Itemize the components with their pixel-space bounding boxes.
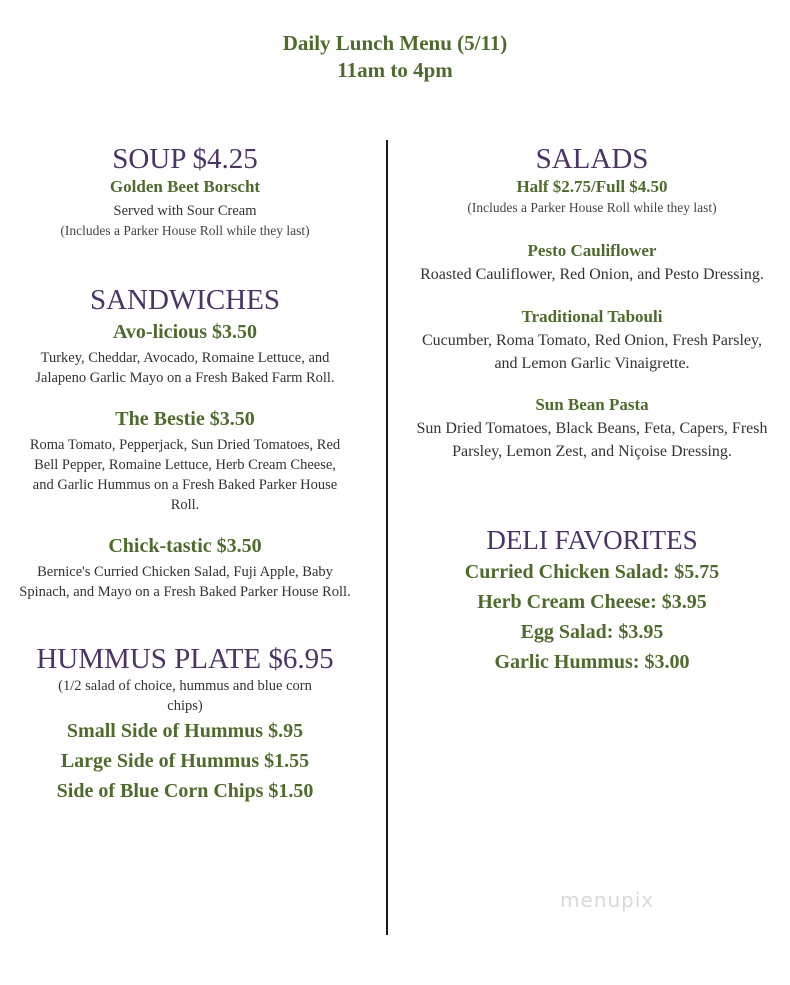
soup-desc: Served with Sour Cream (113, 203, 257, 219)
column-divider (386, 140, 388, 935)
item-name: Sun Bean Pasta (535, 395, 649, 414)
soup-section (0, 142, 370, 240)
side-item: Side of Blue Corn Chips $1.50 (56, 780, 314, 802)
item-desc: Cucumber, Roma Tomato, Red Onion, Fresh Parsley, and Lemon Garlic Vinaigrette. (422, 332, 762, 372)
deli-item: Egg Salad: $3.95 (520, 621, 664, 643)
deli-title: DELI FAVORITES (486, 525, 698, 555)
left-column (0, 142, 370, 806)
menu-item (402, 305, 782, 375)
sandwiches-title: SANDWICHES (89, 284, 281, 316)
side-item: Large Side of Hummus $1.55 (60, 750, 310, 772)
menu-item (0, 406, 370, 515)
soup-title: SOUP $4.25 (112, 143, 258, 175)
item-desc: Roma Tomato, Pepperjack, Sun Dried Tomatoes, Red Bell Pepper, Romaine Lettuce, Herb Cream Cheese, and Garlic Hummus on a Fresh Baked Parker House Roll. (29, 437, 341, 513)
menu-hours: 11am to 4pm (337, 58, 453, 82)
hummus-section (0, 642, 370, 806)
item-name: The Bestie $3.50 (115, 408, 255, 430)
salads-price: Half $2.75/Full $4.50 (516, 177, 668, 196)
soup-note: (Includes a Parker House Roll while they last) (60, 223, 310, 238)
salads-note: (Includes a Parker House Roll while they last) (467, 200, 717, 215)
item-desc: Turkey, Cheddar, Avocado, Romaine Lettuce, and Jalapeno Garlic Mayo on a Fresh Baked Farm Roll. (35, 350, 335, 386)
item-name: Pesto Cauliflower (527, 241, 657, 260)
menu-item (402, 393, 782, 463)
watermark: menupix (560, 888, 655, 912)
menu-item (402, 239, 782, 286)
hummus-desc: (1/2 salad of choice, hummus and blue corn chips) (58, 678, 312, 714)
item-desc: Bernice's Curried Chicken Salad, Fuji Apple, Baby Spinach, and Mayo on a Fresh Baked Parker House Roll. (19, 564, 351, 600)
item-name: Traditional Tabouli (521, 307, 663, 326)
right-column (402, 142, 782, 677)
deli-item: Garlic Hummus: $3.00 (494, 651, 690, 673)
item-desc: Sun Dried Tomatoes, Black Beans, Feta, Capers, Fresh Parsley, Lemon Zest, and Niçoise Dressing. (416, 420, 768, 460)
salads-section (402, 142, 782, 463)
menu-item (0, 319, 370, 388)
deli-item: Herb Cream Cheese: $3.95 (477, 591, 707, 613)
deli-section (402, 523, 782, 677)
item-name: Avo-licious $3.50 (112, 321, 258, 343)
item-desc: Roasted Cauliflower, Red Onion, and Pesto Dressing. (420, 266, 764, 283)
menu-item (0, 533, 370, 602)
deli-item: Curried Chicken Salad: $5.75 (464, 561, 720, 583)
side-item: Small Side of Hummus $.95 (66, 720, 304, 742)
menu-title: Daily Lunch Menu (5/11) (282, 31, 508, 55)
salads-title: SALADS (535, 143, 649, 175)
hummus-title: HUMMUS PLATE $6.95 (36, 643, 334, 675)
soup-name: Golden Beet Borscht (109, 177, 261, 196)
menu-header (0, 30, 790, 84)
item-name: Chick-tastic $3.50 (108, 535, 262, 557)
sandwiches-section (0, 283, 370, 602)
